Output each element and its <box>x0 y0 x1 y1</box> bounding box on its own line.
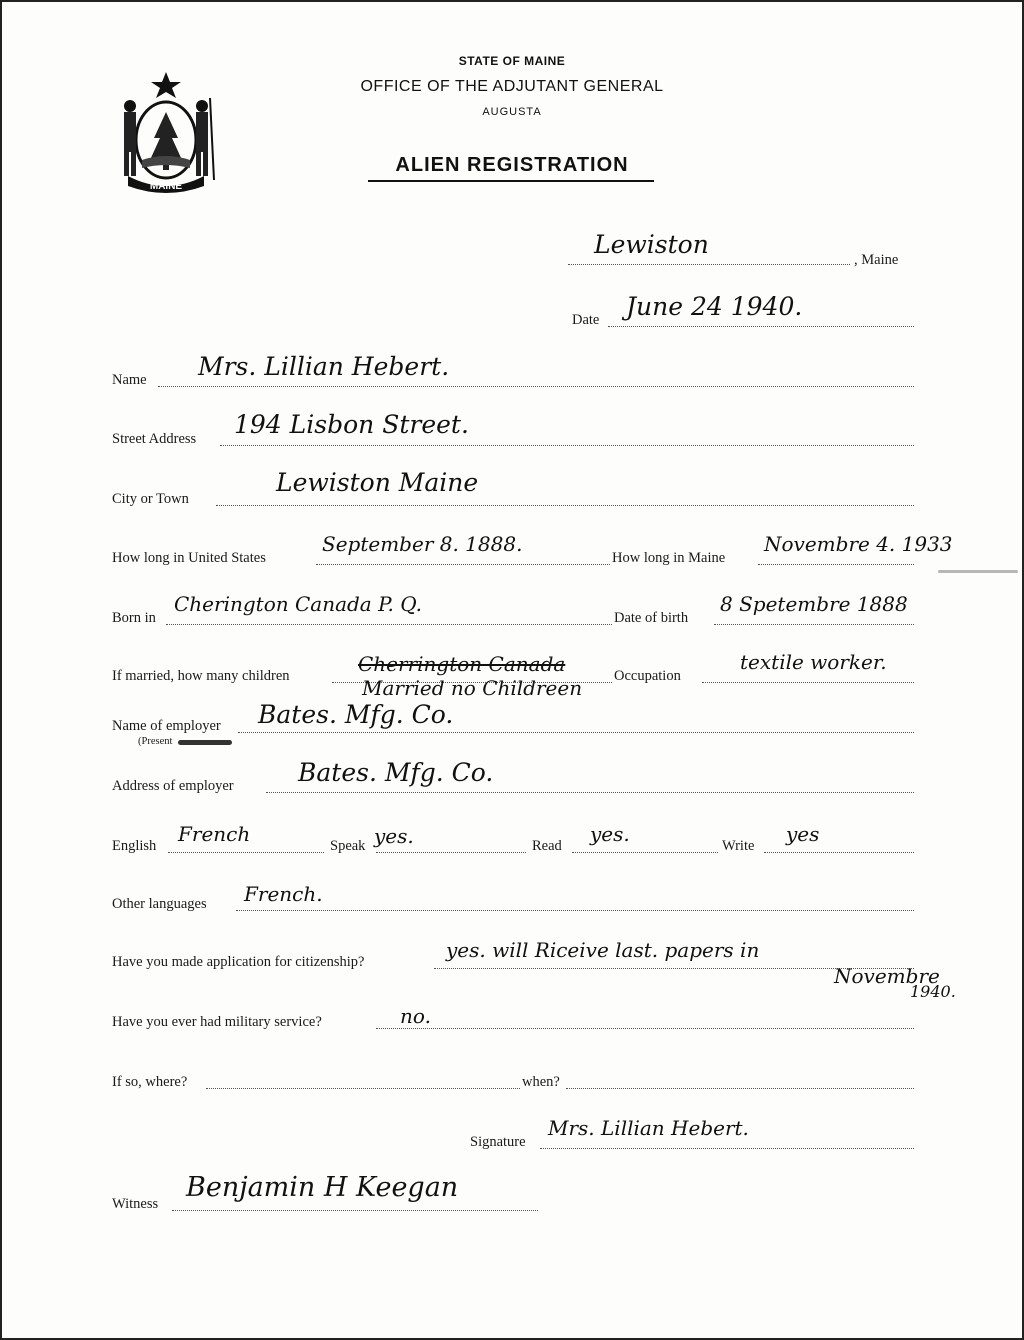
military-line <box>376 1028 914 1029</box>
speak-entry: yes. <box>374 824 414 848</box>
how-long-maine-line <box>758 564 914 565</box>
employer-entry: Bates. Mfg. Co. <box>258 700 454 729</box>
if-so-where-label: If so, where? <box>112 1074 188 1090</box>
children-entry: Married no Childreen <box>362 676 583 700</box>
how-long-us-line <box>316 564 610 565</box>
maine-state-seal-icon <box>110 68 222 196</box>
speak-line <box>376 852 526 853</box>
date-line <box>608 326 914 327</box>
name-line <box>158 386 914 387</box>
children-struck-entry: Cherrington Canada <box>358 652 566 676</box>
signature-label: Signature <box>470 1134 526 1150</box>
when-line <box>566 1088 914 1089</box>
witness-line <box>172 1210 538 1211</box>
city-or-town-entry: Lewiston Maine <box>276 468 479 497</box>
employer-line <box>238 732 914 733</box>
read-label: Read <box>532 838 562 854</box>
occupation-entry: textile worker. <box>740 650 887 674</box>
english-entry: French <box>178 822 251 846</box>
read-entry: yes. <box>590 822 630 846</box>
city-or-town-line <box>216 505 914 506</box>
citizenship-label: Have you made application for citizenship? <box>112 954 365 970</box>
if-so-where-line <box>206 1088 520 1089</box>
state-heading: STATE OF MAINE <box>458 54 566 68</box>
how-long-maine-label: How long in Maine <box>612 550 726 566</box>
smudge-mark <box>938 570 1018 573</box>
date-entry: June 24 1940. <box>626 292 803 321</box>
employer-address-line <box>266 792 914 793</box>
military-label: Have you ever had military service? <box>112 1014 322 1030</box>
how-long-maine-entry: Novembre 4. 1933 <box>764 532 953 556</box>
signature-line <box>540 1148 914 1149</box>
town-entry: Lewiston <box>594 230 709 259</box>
occupation-line <box>702 682 914 683</box>
office-heading: OFFICE OF THE ADJUTANT GENERAL <box>360 78 664 95</box>
name-label: Name <box>112 372 147 388</box>
children-label: If married, how many children <box>112 668 290 684</box>
write-entry: yes <box>786 822 820 846</box>
date-label: Date <box>572 312 600 328</box>
employer-note-label: (Present <box>138 736 173 747</box>
english-label: English <box>112 838 157 854</box>
born-in-label: Born in <box>112 610 156 626</box>
write-line <box>764 852 914 853</box>
name-entry: Mrs. Lillian Hebert. <box>198 352 450 381</box>
city-heading: AUGUSTA <box>482 106 542 118</box>
svg-text:MAINE: MAINE <box>149 181 183 192</box>
citizenship-entry-line1: yes. will Riceive last. papers in <box>446 938 760 962</box>
born-in-line <box>166 624 612 625</box>
form-title: ALIEN REGISTRATION <box>395 154 629 176</box>
military-entry: no. <box>400 1004 431 1028</box>
employer-note-scribble <box>178 740 232 745</box>
when-label: when? <box>522 1074 560 1090</box>
other-languages-label: Other languages <box>112 896 207 912</box>
town-line <box>568 264 850 265</box>
city-or-town-label: City or Town <box>112 491 189 507</box>
witness-label: Witness <box>112 1196 159 1212</box>
street-address-label: Street Address <box>112 431 197 447</box>
street-address-line <box>220 445 914 446</box>
speak-label: Speak <box>330 838 366 854</box>
title-underline <box>368 180 654 182</box>
citizenship-entry-line3: 1940. <box>910 982 956 1001</box>
employer-address-label: Address of employer <box>112 778 234 794</box>
occupation-label: Occupation <box>614 668 681 684</box>
maine-label: , Maine <box>854 252 899 268</box>
employer-address-entry: Bates. Mfg. Co. <box>298 758 494 787</box>
other-languages-entry: French. <box>244 882 323 906</box>
citizenship-entry-line2: Novembre <box>834 964 940 988</box>
date-of-birth-label: Date of birth <box>614 610 689 626</box>
date-of-birth-line <box>714 624 914 625</box>
english-line <box>168 852 324 853</box>
witness-entry: Benjamin H Keegan <box>186 1172 459 1203</box>
how-long-us-entry: September 8. 1888. <box>322 532 523 556</box>
date-of-birth-entry: 8 Spetembre 1888 <box>720 592 908 616</box>
write-label: Write <box>722 838 755 854</box>
other-languages-line <box>236 910 914 911</box>
born-in-entry: Cherington Canada P. Q. <box>174 592 422 616</box>
how-long-us-label: How long in United States <box>112 550 266 566</box>
signature-entry: Mrs. Lillian Hebert. <box>548 1116 749 1140</box>
read-line <box>572 852 718 853</box>
employer-label: Name of employer <box>112 718 221 734</box>
street-address-entry: 194 Lisbon Street. <box>234 410 469 439</box>
